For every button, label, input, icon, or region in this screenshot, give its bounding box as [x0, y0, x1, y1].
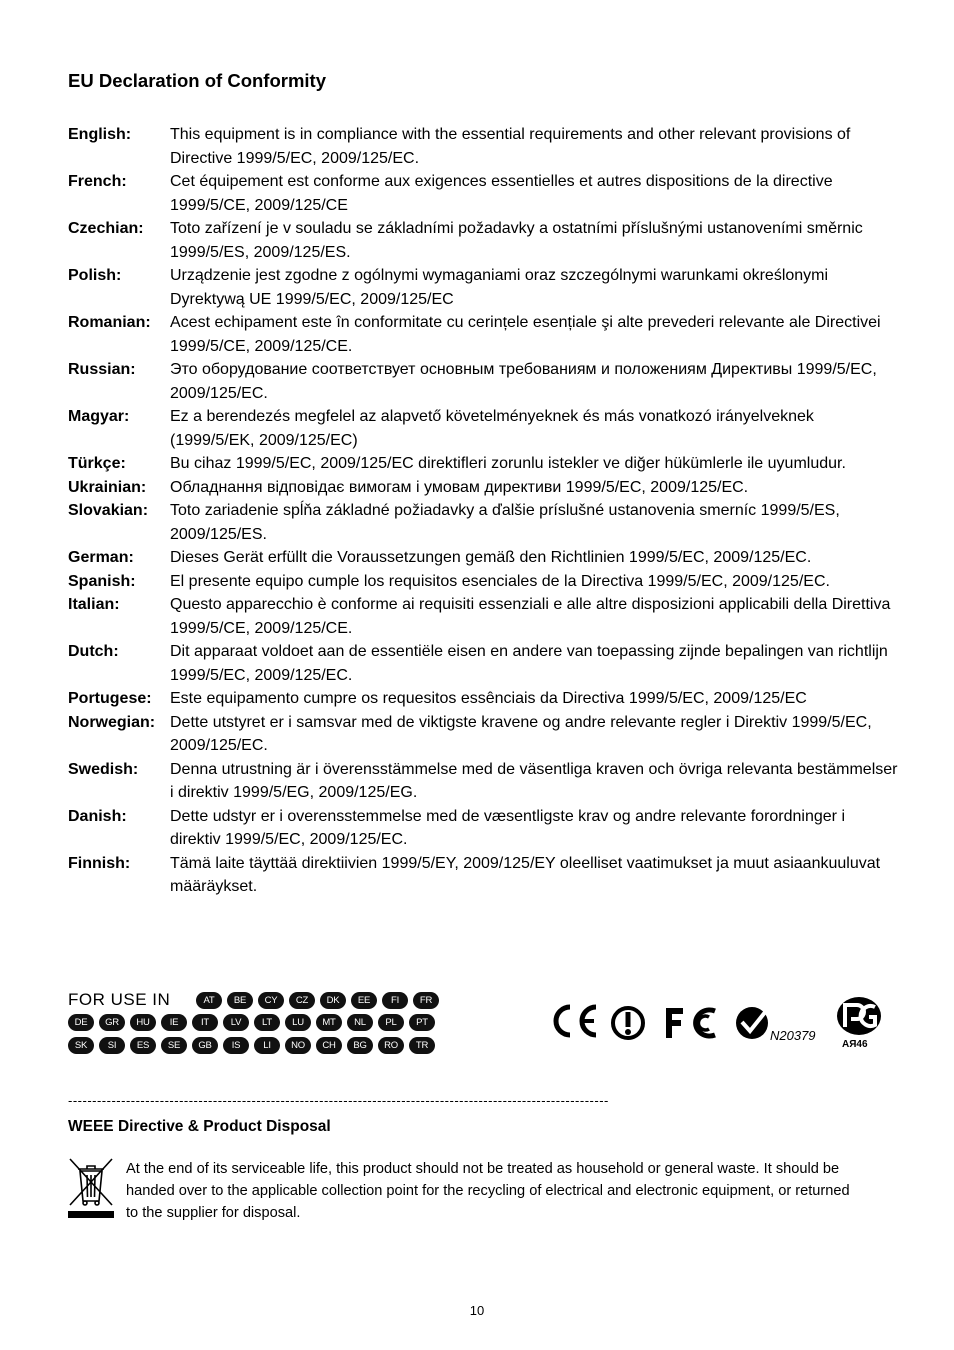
declaration-text: Toto zařízení je v souladu se základními požadavky a ostatními příslušnými ustanoveními směrnic 1999/5/ES, 2009/125/ES. — [170, 220, 863, 261]
c-tick-mark-icon — [734, 1005, 774, 1041]
country-badge: GB — [192, 1037, 218, 1054]
declaration-language: French: — [68, 173, 127, 190]
declaration-row — [68, 476, 898, 500]
declaration-text: Cet équipement est conforme aux exigences essentielles et autres dispositions de la directive 1999/5/CE, 2009/125/CE — [170, 173, 833, 214]
country-badge: BE — [227, 992, 253, 1009]
declaration-language: English: — [68, 126, 132, 143]
declaration-language: German: — [68, 549, 134, 566]
country-badge: NO — [285, 1037, 311, 1054]
country-badge: IS — [223, 1037, 249, 1054]
declaration-language: Finnish: — [68, 854, 131, 872]
country-badge: IE — [161, 1014, 187, 1031]
pct-mark-icon — [835, 995, 887, 1037]
country-badge: SE — [161, 1037, 187, 1054]
country-badge: AT — [196, 992, 222, 1009]
section-divider: ---------------------------------------------------------------------------------------------------------------- — [68, 1093, 609, 1108]
country-badge: LT — [254, 1014, 280, 1031]
declaration-row — [68, 405, 898, 452]
declaration-row — [68, 758, 898, 805]
fcc-logo-icon — [663, 1005, 725, 1041]
declaration-row — [68, 123, 898, 170]
declaration-row — [68, 711, 898, 758]
declaration-text: This equipment is in compliance with the essential requirements and other relevant provisions of Directive 1999/5/EC, 2009/125/EC. — [170, 126, 851, 167]
declaration-row — [68, 593, 898, 640]
declaration-language: Spanish: — [68, 572, 136, 590]
declaration-language: Slovakian: — [68, 502, 149, 519]
country-badge: HU — [130, 1014, 156, 1031]
declaration-text: Ez a berendezés megfelel az alapvető követelményeknek és más vonatkozó irányelveknek (1999/5/EK, 2009/125/EC) — [170, 408, 814, 449]
ce-mark-icon — [548, 1003, 600, 1039]
country-badge: FI — [382, 992, 408, 1009]
declaration-text: Dieses Gerät erfüllt die Voraussetzungen gemäß den Richtlinien 1999/5/EC, 2009/125/EC. — [170, 549, 812, 566]
country-badge: CY — [258, 992, 284, 1009]
declaration-text: Urządzenie jest zgodne z ogólnymi wymaganiami oraz szczególnymi warunkami określonymi Dyrektywą UE 1999/5/EC, 2009/125/EC — [170, 267, 829, 308]
declaration-row — [68, 358, 898, 405]
country-badge: LI — [254, 1037, 280, 1054]
declaration-language: Norwegian: — [68, 713, 156, 731]
pct-code: AЯ46 — [842, 1039, 868, 1050]
declaration-list — [68, 123, 898, 899]
certification-marks — [548, 995, 893, 1055]
country-badge: IT — [192, 1014, 218, 1031]
declaration-language: Polish: — [68, 267, 122, 284]
declaration-text: Questo apparecchio è conforme ai requisiti essenziali e alle altre disposizioni applicabili della Direttiva 1999/5/CE, 2009/125/CE. — [170, 596, 891, 637]
declaration-row — [68, 311, 898, 358]
declaration-text: El presente equipo cumple los requisitos esenciales de la Directiva 1999/5/EC, 2009/125/EC. — [170, 572, 830, 590]
declaration-text: Toto zariadenie spĺňa základné požiadavky a ďalšie príslušné ustanovenia smerníc 1999/5/ES, 2009/125/ES. — [170, 502, 840, 543]
declaration-text: Dette udstyr er i overensstemmelse med de væsentligste krav og andre relevante forordninger i direktiv 1999/5/EC, 2009/125/EC. — [170, 807, 845, 848]
declaration-language: Swedish: — [68, 760, 139, 778]
alert-circle-icon — [610, 1005, 648, 1041]
country-badge: DK — [320, 992, 346, 1009]
declaration-row — [68, 499, 898, 546]
country-badge-row — [68, 1014, 435, 1031]
declaration-row — [68, 217, 898, 264]
declaration-text: Это оборудование соответствует основным требованиям и положениям Директивы 1999/5/EC, 2009/125/EC. — [170, 361, 877, 402]
page-number: 10 — [469, 1303, 485, 1318]
declaration-language: Czechian: — [68, 220, 144, 237]
declaration-text: Обладнання відповідає вимогам і умовам директиви 1999/5/EC, 2009/125/EC. — [170, 478, 749, 496]
declaration-row — [68, 687, 898, 711]
declaration-language: Russian: — [68, 361, 136, 378]
country-badge: CZ — [289, 992, 315, 1009]
page-title: EU Declaration of Conformity — [68, 70, 326, 91]
country-badge: RO — [378, 1037, 404, 1054]
country-badge: FR — [413, 992, 439, 1009]
declaration-text: Tämä laite täyttää direktiivien 1999/5/EY, 2009/125/EY oleelliset vaatimukset ja muut asiaankuuluvat määräykset. — [170, 854, 881, 895]
country-badge: LU — [285, 1014, 311, 1031]
country-badge: LV — [223, 1014, 249, 1031]
country-badge: EE — [351, 992, 377, 1009]
country-badge: MT — [316, 1014, 342, 1031]
declaration-language: Magyar: — [68, 408, 130, 425]
country-badge: NL — [347, 1014, 373, 1031]
declaration-text: Este equipamento cumpre os requesitos essênciais da Directiva 1999/5/EC, 2009/125/EC — [170, 690, 807, 707]
declaration-language: Italian: — [68, 596, 120, 613]
declaration-row — [68, 546, 898, 570]
for-use-in-label: FOR USE IN — [68, 990, 171, 1009]
country-badge: SK — [68, 1037, 94, 1054]
declaration-text: Bu cihaz 1999/5/EC, 2009/125/EC direktifleri zorunlu istekler ve diğer hükümlerle ile uyumludur. — [170, 455, 846, 472]
country-badge: PT — [409, 1014, 435, 1031]
country-badge: BG — [347, 1037, 373, 1054]
declaration-row — [68, 805, 898, 852]
declaration-language: Ukrainian: — [68, 478, 147, 496]
declaration-language: Danish: — [68, 807, 127, 825]
declaration-row — [68, 452, 898, 476]
crossed-out-bin-icon — [68, 1157, 114, 1219]
declaration-language: Portugese: — [68, 690, 152, 707]
country-badge-row — [68, 1037, 435, 1054]
declaration-text: Acest echipament este în conformitate cu cerințele esențiale şi alte prevederi relevante ale Directivei 1999/5/CE, 2009/125/CE. — [170, 314, 881, 355]
declaration-language: Dutch: — [68, 643, 119, 660]
declaration-row — [68, 852, 898, 899]
weee-disposal-text: At the end of its serviceable life, this product should not be treated as household or general waste. It should be handed over to the applicable collection point for the recycling of electrical and electronic equipment, or returned to the supplier for disposal. — [126, 1161, 850, 1221]
country-badge: GR — [99, 1014, 125, 1031]
country-badge: DE — [68, 1014, 94, 1031]
country-badge-row — [196, 992, 439, 1009]
country-badge: PL — [378, 1014, 404, 1031]
declaration-language: Romanian: — [68, 314, 151, 331]
declaration-row — [68, 570, 898, 594]
declaration-row — [68, 264, 898, 311]
country-badge: CH — [316, 1037, 342, 1054]
declaration-row — [68, 170, 898, 217]
declaration-language: Türkçe: — [68, 455, 126, 472]
weee-heading: WEEE Directive & Product Disposal — [68, 1118, 331, 1135]
declaration-text: Dette utstyret er i samsvar med de viktigste kravene og andre relevante regler i Direktiv 1999/5/EC, 2009/125/EC. — [170, 713, 872, 754]
country-badge: SI — [99, 1037, 125, 1054]
c-tick-code: N20379 — [770, 1028, 816, 1043]
declaration-text: Denna utrustning är i överensstämmelse med de väsentliga kraven och övriga relevanta bestämmelser i direktiv 1999/5/EG, 2009/125/EG. — [170, 760, 898, 801]
declaration-text: Dit apparaat voldoet aan de essentiële eisen en andere van toepassing zijnde bepalingen van richtlijn 1999/5/EC, 2009/125/EC. — [170, 643, 888, 684]
country-badge: ES — [130, 1037, 156, 1054]
country-badge: TR — [409, 1037, 435, 1054]
declaration-row — [68, 640, 898, 687]
